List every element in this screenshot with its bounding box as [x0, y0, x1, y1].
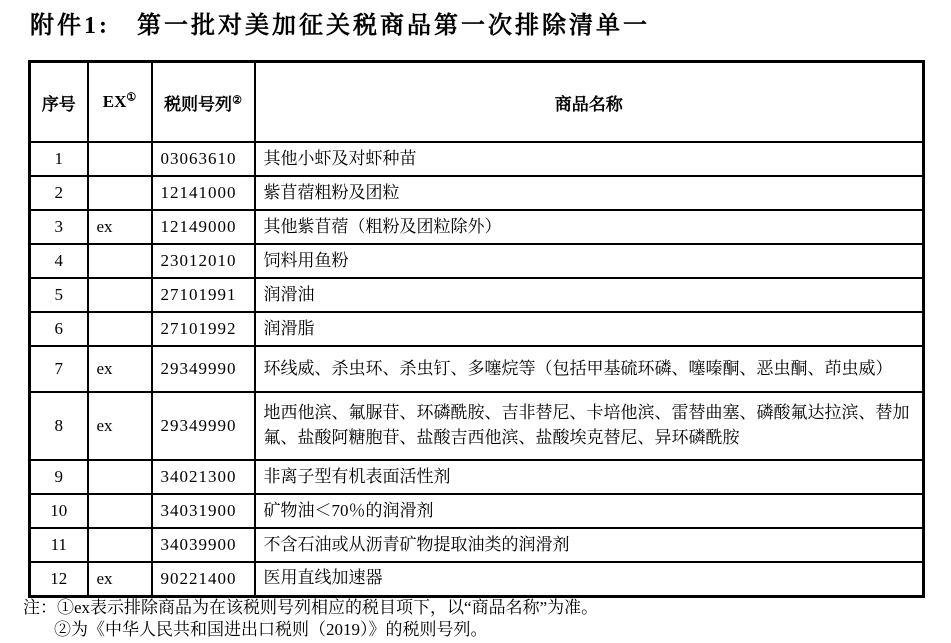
row-seq: 11	[30, 528, 88, 562]
row-name: 环线威、杀虫环、杀虫钉、多噻烷等（包括甲基硫环磷、噻嗪酮、恶虫酮、茚虫威）	[255, 346, 924, 392]
table-row	[30, 244, 924, 278]
header-code-label: 税则号列	[164, 94, 233, 114]
table-row	[30, 346, 924, 392]
row-ex: ex	[88, 346, 152, 392]
row-name: 润滑油	[255, 278, 924, 312]
row-seq: 8	[30, 392, 88, 460]
header-ex-label: EX	[102, 92, 127, 111]
row-name: 饲料用鱼粉	[255, 244, 924, 278]
footnote-prefix: 注：	[23, 598, 57, 617]
row-code: 34039900	[152, 528, 255, 562]
table-row	[30, 278, 924, 312]
row-name: 其他小虾及对虾种苗	[255, 142, 924, 176]
table-row	[30, 176, 924, 210]
row-code: 27101992	[152, 312, 255, 346]
row-seq: 4	[30, 244, 88, 278]
row-code: 12149000	[152, 210, 255, 244]
row-name: 医用直线加速器	[255, 562, 924, 596]
table-row	[30, 312, 924, 346]
row-ex: ex	[88, 392, 152, 460]
row-code: 34021300	[152, 460, 255, 494]
table-row	[30, 142, 924, 176]
row-name: 其他紫苜蓿（粗粉及团粒除外）	[255, 210, 924, 244]
row-ex	[88, 494, 152, 528]
footnotes	[23, 597, 598, 642]
table-row	[30, 562, 924, 596]
footnote-2: ②为《中华人民共和国进出口税则（2019）》的税则号列。	[54, 620, 488, 640]
table-row	[30, 210, 924, 244]
header-ex	[88, 62, 152, 143]
header-seq: 序号	[30, 62, 88, 143]
table-row	[30, 460, 924, 494]
row-code: 29349990	[152, 346, 255, 392]
row-name: 润滑脂	[255, 312, 924, 346]
header-ex-footnote-mark: ①	[126, 91, 137, 104]
row-name: 不含石油或从沥青矿物提取油类的润滑剂	[255, 528, 924, 562]
header-name: 商品名称	[255, 62, 924, 143]
row-ex: ex	[88, 210, 152, 244]
row-seq: 9	[30, 460, 88, 494]
footnote-1	[23, 597, 598, 619]
row-ex	[88, 278, 152, 312]
row-ex	[88, 244, 152, 278]
row-code: 03063610	[152, 142, 255, 176]
row-seq: 5	[30, 278, 88, 312]
header-code-footnote-mark: ②	[232, 93, 242, 106]
row-name: 紫苜蓿粗粉及团粒	[255, 176, 924, 210]
row-name: 地西他滨、氟脲苷、环磷酰胺、吉非替尼、卡培他滨、雷替曲塞、磷酸氟达拉滨、替加氟、盐酸阿糖胞苷、盐酸吉西他滨、盐酸埃克替尼、异环磷酰胺	[255, 392, 924, 460]
row-ex	[88, 142, 152, 176]
row-code: 12141000	[152, 176, 255, 210]
row-code: 90221400	[152, 562, 255, 596]
row-seq: 7	[30, 346, 88, 392]
row-code: 23012010	[152, 244, 255, 278]
row-ex	[88, 460, 152, 494]
row-name: 非离子型有机表面活性剂	[255, 460, 924, 494]
row-name: 矿物油＜70％的润滑剂	[255, 494, 924, 528]
page-title: 附件1: 第一批对美加征关税商品第一次排除清单一	[30, 13, 650, 39]
row-seq: 2	[30, 176, 88, 210]
row-code: 29349990	[152, 392, 255, 460]
tariff-exclusion-table	[28, 60, 925, 598]
row-ex	[88, 312, 152, 346]
table-row	[30, 494, 924, 528]
row-ex	[88, 528, 152, 562]
row-seq: 6	[30, 312, 88, 346]
row-code: 27101991	[152, 278, 255, 312]
row-seq: 1	[30, 142, 88, 176]
header-code	[152, 62, 255, 143]
table-row	[30, 528, 924, 562]
table-header-row	[30, 62, 924, 143]
table-row	[30, 392, 924, 460]
row-ex: ex	[88, 562, 152, 596]
row-seq: 10	[30, 494, 88, 528]
footnote-1-text: ①ex表示排除商品为在该税则号列相应的税目项下，以“商品名称”为准。	[57, 598, 599, 617]
row-seq: 12	[30, 562, 88, 596]
row-seq: 3	[30, 210, 88, 244]
row-code: 34031900	[152, 494, 255, 528]
row-ex	[88, 176, 152, 210]
